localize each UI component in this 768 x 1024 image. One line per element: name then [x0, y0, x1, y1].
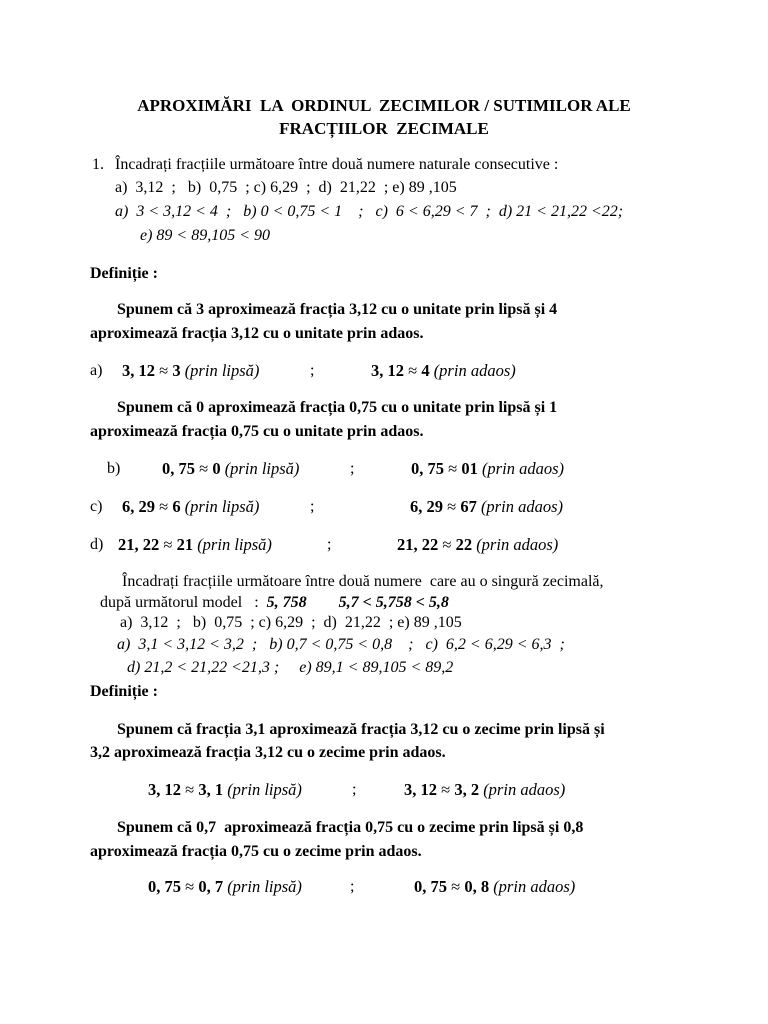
formula-b-label: b) — [107, 460, 121, 477]
formula-e-left: 3, 12 ≈ 3, 1 (prin lipsă) — [148, 780, 302, 799]
formula-d-label: d) — [90, 536, 104, 553]
exercise-2-answers-line-1: a) 3,1 < 3,12 < 3,2 ; b) 0,7 < 0,75 < 0,8 ; c) 6,2 < 6,29 < 6,3 ; — [117, 636, 565, 653]
formula-d-left: 21, 22 ≈ 21 (prin lipsă) — [118, 535, 272, 554]
definition-2-text-2-line-1: Spunem că 0,7 aproximează fracția 0,75 cu o zecime prin lipsă și 0,8 — [117, 819, 584, 836]
formula-a-right: 3, 12 ≈ 4 (prin adaos) — [371, 361, 516, 380]
formula-c-separator: ; — [310, 498, 315, 515]
formula-a-label: a) — [90, 362, 103, 379]
formula-b-left: 0, 75 ≈ 0 (prin lipsă) — [162, 459, 300, 478]
formula-c-label: c) — [90, 498, 103, 515]
exercise-1-answers-line-1: a) 3 < 3,12 < 4 ; b) 0 < 0,75 < 1 ; c) 6 < 6,29 < 7 ; d) 21 < 21,22 <22; — [115, 203, 624, 220]
exercise-2-prompt-line-1: Încadrați fracțiile următoare între două numere care au o singură zecimală, — [122, 573, 604, 590]
definition-1-text-1-line-1: Spunem că 3 aproximează fracția 3,12 cu o unitate prin lipsă și 4 — [117, 301, 558, 318]
definition-2-heading: Definiție : — [90, 683, 158, 700]
formula-a-left: 3, 12 ≈ 3 (prin lipsă) — [122, 361, 260, 380]
exercise-2-items: a) 3,12 ; b) 0,75 ; c) 6,29 ; d) 21,22 ; e) 89 ,105 — [120, 614, 462, 631]
exercise-2-answers-line-2: d) 21,2 < 21,22 <21,3 ; e) 89,1 < 89,105 < 89,2 — [127, 659, 454, 676]
definition-2-text-1-line-2: 3,2 aproximează fracția 3,12 cu o zecime prin adaos. — [90, 744, 446, 761]
formula-c-right: 6, 29 ≈ 67 (prin adaos) — [410, 497, 563, 516]
formula-f-right: 0, 75 ≈ 0, 8 (prin adaos) — [414, 877, 576, 896]
formula-b-right: 0, 75 ≈ 01 (prin adaos) — [411, 459, 564, 478]
formula-d-separator: ; — [327, 536, 332, 553]
formula-e-right: 3, 12 ≈ 3, 2 (prin adaos) — [404, 780, 566, 799]
formula-b-separator: ; — [350, 460, 355, 477]
page-title-line-1: APROXIMĂRI LA ORDINUL ZECIMILOR / SUTIMILOR ALE — [137, 96, 631, 115]
formula-c-left: 6, 29 ≈ 6 (prin lipsă) — [122, 497, 260, 516]
exercise-1-number: 1. — [92, 156, 104, 173]
definition-1-text-1-line-2: aproximează fracția 3,12 cu o unitate prin adaos. — [90, 325, 424, 342]
formula-f-left: 0, 75 ≈ 0, 7 (prin lipsă) — [148, 877, 302, 896]
formula-e-separator: ; — [352, 781, 357, 798]
page-title-line-2: FRACȚIILOR ZECIMALE — [279, 119, 489, 138]
formula-f-separator: ; — [350, 878, 355, 895]
exercise-1-answers-line-2: e) 89 < 89,105 < 90 — [140, 227, 271, 244]
definition-2-text-2-line-2: aproximează fracția 0,75 cu o zecime prin adaos. — [90, 843, 422, 860]
definition-1-text-2-line-1: Spunem că 0 aproximează fracția 0,75 cu o unitate prin lipsă și 1 — [117, 399, 558, 416]
definition-1-heading: Definiție : — [90, 265, 158, 282]
formula-d-right: 21, 22 ≈ 22 (prin adaos) — [397, 535, 559, 554]
formula-a-separator: ; — [310, 362, 315, 379]
exercise-1-prompt: Încadrați fracțiile următoare între două numere naturale consecutive : — [115, 156, 559, 173]
definition-2-text-1-line-1: Spunem că fracția 3,1 aproximează fracția 3,12 cu o zecime prin lipsă și — [117, 721, 605, 738]
definition-1-text-2-line-2: aproximează fracția 0,75 cu o unitate prin adaos. — [90, 423, 424, 440]
exercise-2-prompt-line-2: după următorul model : 5, 758 5,7 < 5,758 < 5,8 — [100, 594, 449, 611]
exercise-1-items: a) 3,12 ; b) 0,75 ; c) 6,29 ; d) 21,22 ; e) 89 ,105 — [115, 179, 457, 196]
